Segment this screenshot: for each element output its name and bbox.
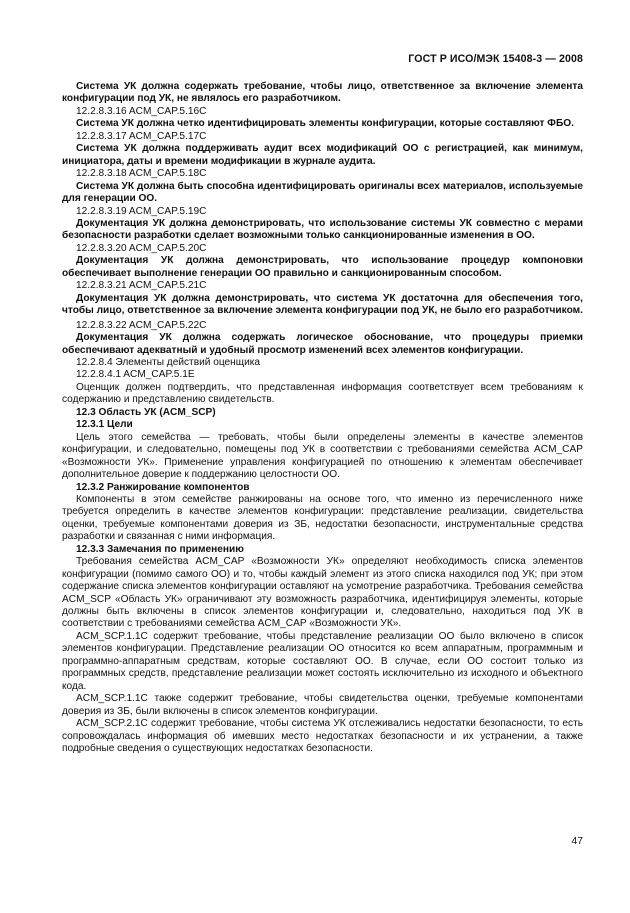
paragraph-bold: Документация УК должна демонстрировать, что использование системы УК совместно с мерами безопасности разработки сделает возможными только санкционированные изменения в ОО. <box>62 217 583 242</box>
paragraph-bold: Система УК должна четко идентифицировать элементы конфигурации, которые составляют ФБО. <box>76 118 574 130</box>
paragraph: ACM_SCP.2.1C содержит требование, чтобы система УК отслеживались недостатки безопасности, то есть сопровождалась информация об имевших место недостатках безопасности и их устранении, а также подробные сведения о существующих недостатках безопасности. <box>62 718 583 755</box>
paragraph-bold: Система УК должна содержать требование, чтобы лицо, ответственное за включение элемента конфигурации под УК, не являлось его разработчиком. <box>62 81 583 105</box>
paragraph: Компоненты в этом семействе ранжированы на основе того, что именно из перечисленного ниже требуется определить в качестве элементов конфигурации: представление реализации, свидетельства оценки, требуемые компонентами доверия из ЗБ, недостатки безопасности, инструментальные средства разработки и связанная с ними информация. <box>62 493 583 543</box>
paragraph-bold: Документация УК должна содержать логическое обоснование, что процедуры приемки обеспечивают адекватный и удобный просмотр изменений всех элементов конфигурации. <box>62 332 583 356</box>
paragraph-bold: 12.3.2 Ранжирование компонентов <box>76 481 250 493</box>
paragraph: 12.2.8.3.20 ACM_CAP.5.20C <box>76 242 207 254</box>
paragraph: 12.2.8.3.19 ACM_CAP.5.19C <box>76 205 207 217</box>
paragraph: 12.2.8.3.21 ACM_CAP.5.21C <box>76 280 207 292</box>
paragraph-bold: Документация УК должна демонстрировать, что система УК достаточна для обеспечения того, чтобы лицо, ответственное за включение элемента конфигурации под УК, не было его разработчиком. <box>62 292 583 317</box>
document-body <box>62 81 583 755</box>
paragraph-bold: Система УК должна поддерживать аудит всех модификаций ОО с регистрацией, как минимум, инициатора, даты и времени модификации в журнале аудита. <box>62 143 583 167</box>
page-number: 47 <box>571 836 583 847</box>
paragraph: 12.2.8.4.1 ACM_CAP.5.1E <box>76 369 195 381</box>
page-header: ГОСТ Р ИСО/МЭК 15408-3 — 2008 <box>408 53 583 65</box>
paragraph: Цель этого семейства — требовать, чтобы были определены элементы в качестве элементов конфигурации, и следовательно, помещены под УК в соответствии с требованиями семейства ACM_CAP «Возможности УК». Применение управления конфигурацией по отношению к элементам обеспечивает дополнительное доверие к поддержанию целостности ОО. <box>62 431 583 481</box>
paragraph: Оценщик должен подтвердить, что представленная информация соответствует всем требованиям к содержанию и представлению свидетельств. <box>62 381 583 406</box>
paragraph-bold: Система УК должна быть способна идентифицировать оригиналы всех материалов, используемые для генерации ОО. <box>62 180 583 205</box>
paragraph: 12.2.8.3.16 ACM_CAP.5.16C <box>76 105 207 117</box>
paragraph-bold: 12.3 Область УК (ACM_SCP) <box>76 406 216 418</box>
paragraph: 12.2.8.3.18 ACM_CAP.5.18C <box>76 168 207 180</box>
paragraph-bold: 12.3.3 Замечания по применению <box>76 543 244 555</box>
paragraph: ACM_SCP.1.1C также содержит требование, чтобы свидетельства оценки, требуемые компонентами доверия из ЗБ, были включены в список элементов конфигурации. <box>62 693 583 717</box>
paragraph: 12.2.8.3.22 ACM_CAP.5.22C <box>76 319 207 331</box>
paragraph: Требования семейства ACM_CAP «Возможности УК» определяют необходимость списка элементов конфигурации (помимо самого ОО) и то, чтобы каждый элемент из этого списка находился под УК; при этом содержание списка элементов конфигурации оставляют на усмотрение разработчика. Требования семейства ACM_SCP «Область УК» ограничивают эту возможность разработчика, идентифицируя элементы, которые должны быть включены в список элементов конфигурации и, следовательно, находиться под УК в соответствии с требованиями семейства ACM_CAP «Возможности УК». <box>62 556 583 630</box>
paragraph: 12.2.8.3.17 ACM_CAP.5.17C <box>76 130 207 142</box>
paragraph: ACM_SCP.1.1C содержит требование, чтобы представление реализации ОО было включено в список элементов конфигурации. Представление реализации ОО относится ко всем аппаратным, программным и программно-аппаратным средствам, которые составляют ОО. В случае, если ОО состоит только из программных средств, представление реализации может состоять исключительно из исходного и объектного кода. <box>62 630 583 692</box>
paragraph-bold: Документация УК должна демонстрировать, что использование процедур компоновки обеспечивает выполнение генерации ОО правильно и санкционированным способом. <box>62 255 583 279</box>
paragraph-bold: 12.3.1 Цели <box>76 419 133 431</box>
paragraph: 12.2.8.4 Элементы действий оценщика <box>76 356 261 368</box>
